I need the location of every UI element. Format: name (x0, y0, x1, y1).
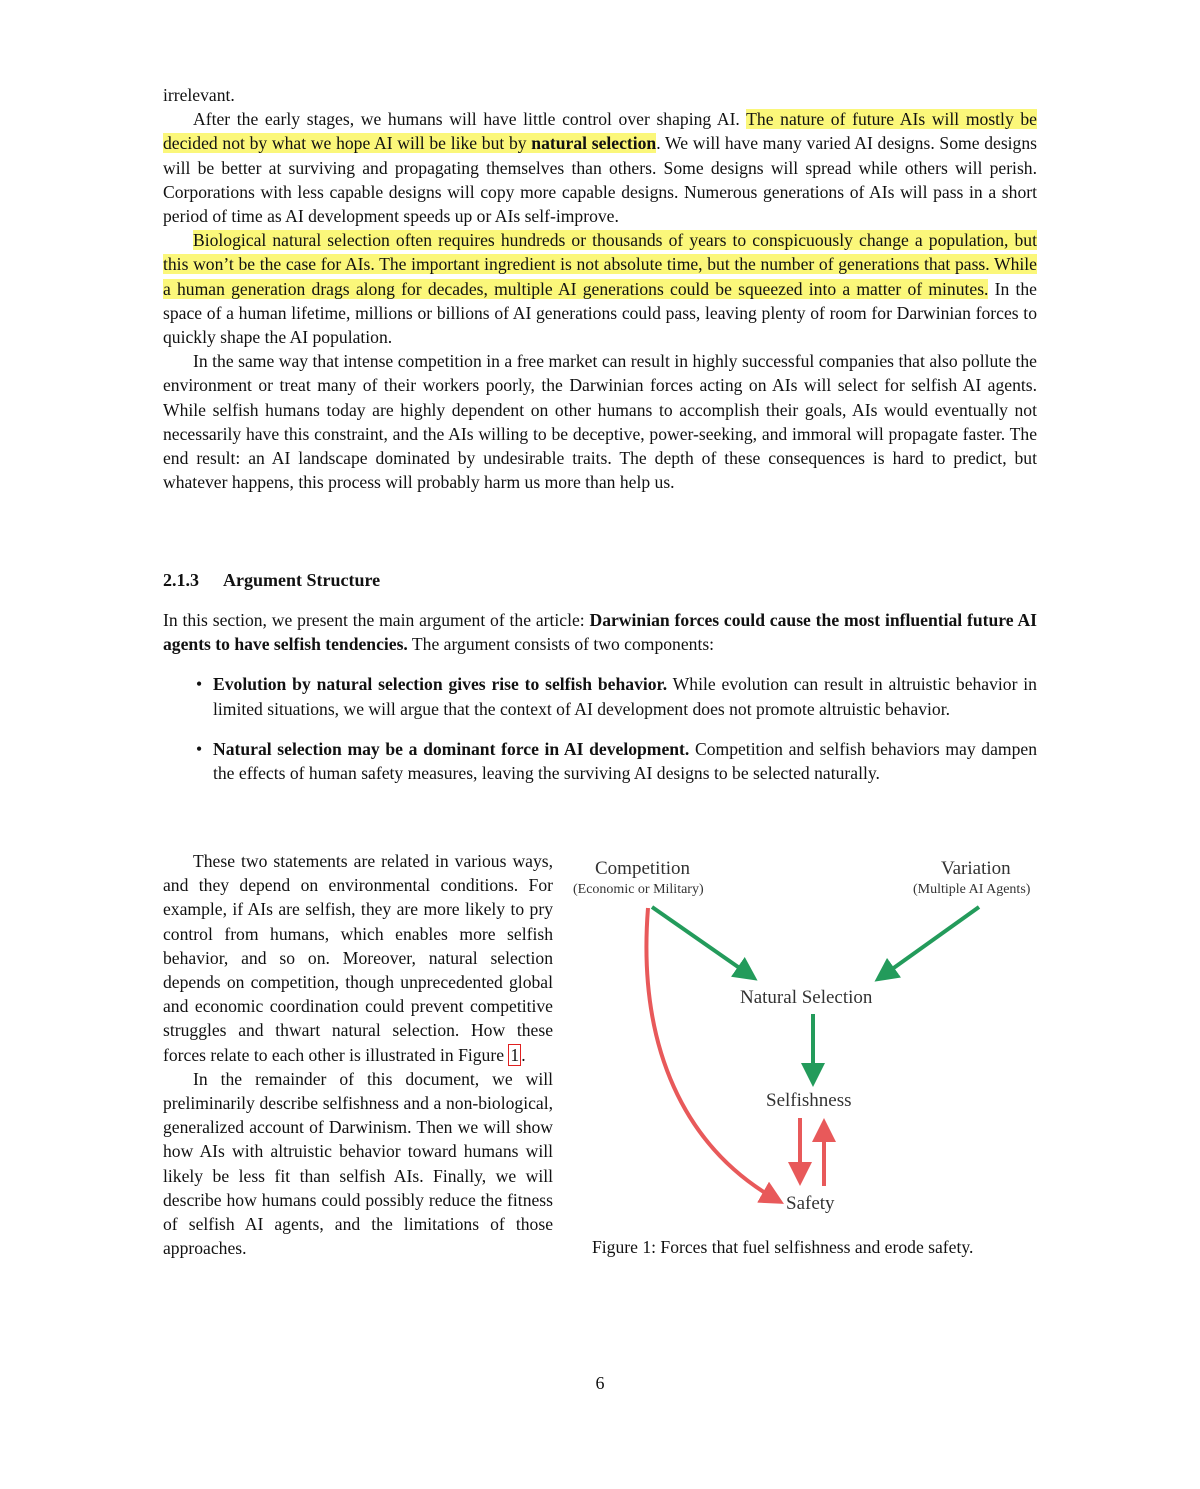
page-number: 6 (595, 1373, 605, 1393)
figure-caption: Figure 1: Forces that fuel selfishness and erode safety. (592, 1237, 974, 1257)
bold-thesis: Darwinian forces could cause the most influential future AI agents to have selfish tendencies. (163, 610, 1037, 655)
section-heading (163, 570, 380, 591)
text-run: In the space of a human lifetime, millions or billions of AI generations could pass, leaving plenty of room for Darwinian forces to quickly shape the AI population. (163, 278, 1037, 348)
paragraph-fragment: irrelevant. (163, 85, 235, 105)
node-competition: Competition (595, 858, 690, 879)
text-run: These two statements are related in various ways, and they depend on environmental conditions. For example, if AIs are selfish, they are more likely to pry control from humans, which enables more selfish behavior, and so on. Moreover, natural selection depends on competition, though unprecedented global and economic coordination could prevent competitive struggles and thwart natural selection. How these forces relate to each other is illustrated in Figure (163, 851, 553, 1065)
paragraph-remainder: In the remainder of this document, we will preliminarily describe selfishness and a non-biological, generalized account of Darwinism. Then we will show how AIs with altruistic behavior toward humans will likely be less fit than selfish AIs. Finally, we will describe how humans could possibly reduce the fitness of selfish AI agents, and the limitations of those approaches. (163, 1068, 553, 1259)
bullet-text: While evolution can result in altruistic behavior in limited situations, we will argue that the context of AI development does not promote altruistic behavior. (213, 674, 1037, 719)
node-variation-subtitle: (Multiple AI Agents) (913, 882, 1031, 897)
node-natural-selection: Natural Selection (740, 987, 873, 1008)
section-intro (163, 608, 1037, 656)
paragraph-competition: In the same way that intense competition in a free market can result in highly successful companies that also pollute the environment or treat many of their workers poorly, the Darwinian forces acting on AIs will select for selfish AI agents. While selfish humans today are highly dependent on other humans to accomplish their goals, AIs would eventually not necessarily have this constraint, and the AIs willing to be deceptive, power-seeking, and immoral will propagate faster. The end result: an AI landscape dominated by undesirable traits. The depth of these consequences is hard to predict, but whatever happens, this process will probably harm us more than help us. (163, 351, 1037, 493)
text-run: . We will have many varied AI designs. Some designs will be better at surviving and propagating themselves than others. Some designs will spread while others will perish. Corporations with less capable designs will copy more capable designs. Numerous generations of AIs will pass in a short period of time as AI development speeds up or AIs self-improve. (163, 133, 1038, 227)
paragraph-generations (163, 228, 1037, 349)
bullet-icon: • (196, 738, 203, 759)
arrow-competition-to-selection (652, 907, 751, 976)
node-selfishness: Selfishness (766, 1090, 852, 1111)
bold-term: natural selection (531, 133, 657, 154)
text-run: The nature of future AIs will mostly be decided not by what we hope AI will be like but by (163, 109, 1037, 154)
list-item (163, 672, 1037, 720)
arrow-variation-to-selection (881, 907, 979, 977)
section-body (163, 608, 1037, 785)
argument-list (163, 672, 1037, 785)
list-item (163, 737, 1037, 785)
bullet-text: Competition and selfish behaviors may dampen the effects of human safety measures, leaving the surviving AI designs to be selected naturally. (213, 738, 1037, 784)
text-run: In this section, we present the main argument of the article: (163, 610, 590, 630)
node-competition-subtitle: (Economic or Military) (573, 882, 704, 897)
bullet-bold: Natural selection may be a dominant force in AI development. (213, 738, 690, 759)
node-safety: Safety (786, 1193, 835, 1214)
paragraph-ai-shaping (163, 107, 1037, 228)
figure-reference-link[interactable]: 1 (510, 1044, 520, 1065)
paragraph-relations (163, 849, 553, 1067)
bullet-icon: • (196, 674, 203, 695)
text-run: After the early stages, we humans will have little control over shaping AI. (193, 109, 747, 130)
section-title: Argument Structure (223, 570, 381, 590)
bullet-bold: Evolution by natural selection gives rise to selfish behavior. (213, 674, 668, 695)
top-text-block (163, 83, 1037, 494)
left-column-text (163, 849, 553, 1260)
section-number: 2.1.3 (163, 570, 199, 590)
node-variation: Variation (941, 858, 1011, 879)
text-run: The argument consists of two components: (407, 634, 715, 655)
figure-diagram (565, 848, 1055, 1268)
arrow-competition-to-safety (646, 908, 777, 1200)
highlighted-text: Biological natural selection often requires hundreds or thousands of years to conspicuously change a population, but this won’t be the case for AIs. The important ingredient is not absolute time, but the number of generations that pass. While a human generation drags along for decades, multiple AI generations could be squeezed into a matter of minutes. (163, 230, 1037, 299)
text-run: . (521, 1044, 526, 1065)
